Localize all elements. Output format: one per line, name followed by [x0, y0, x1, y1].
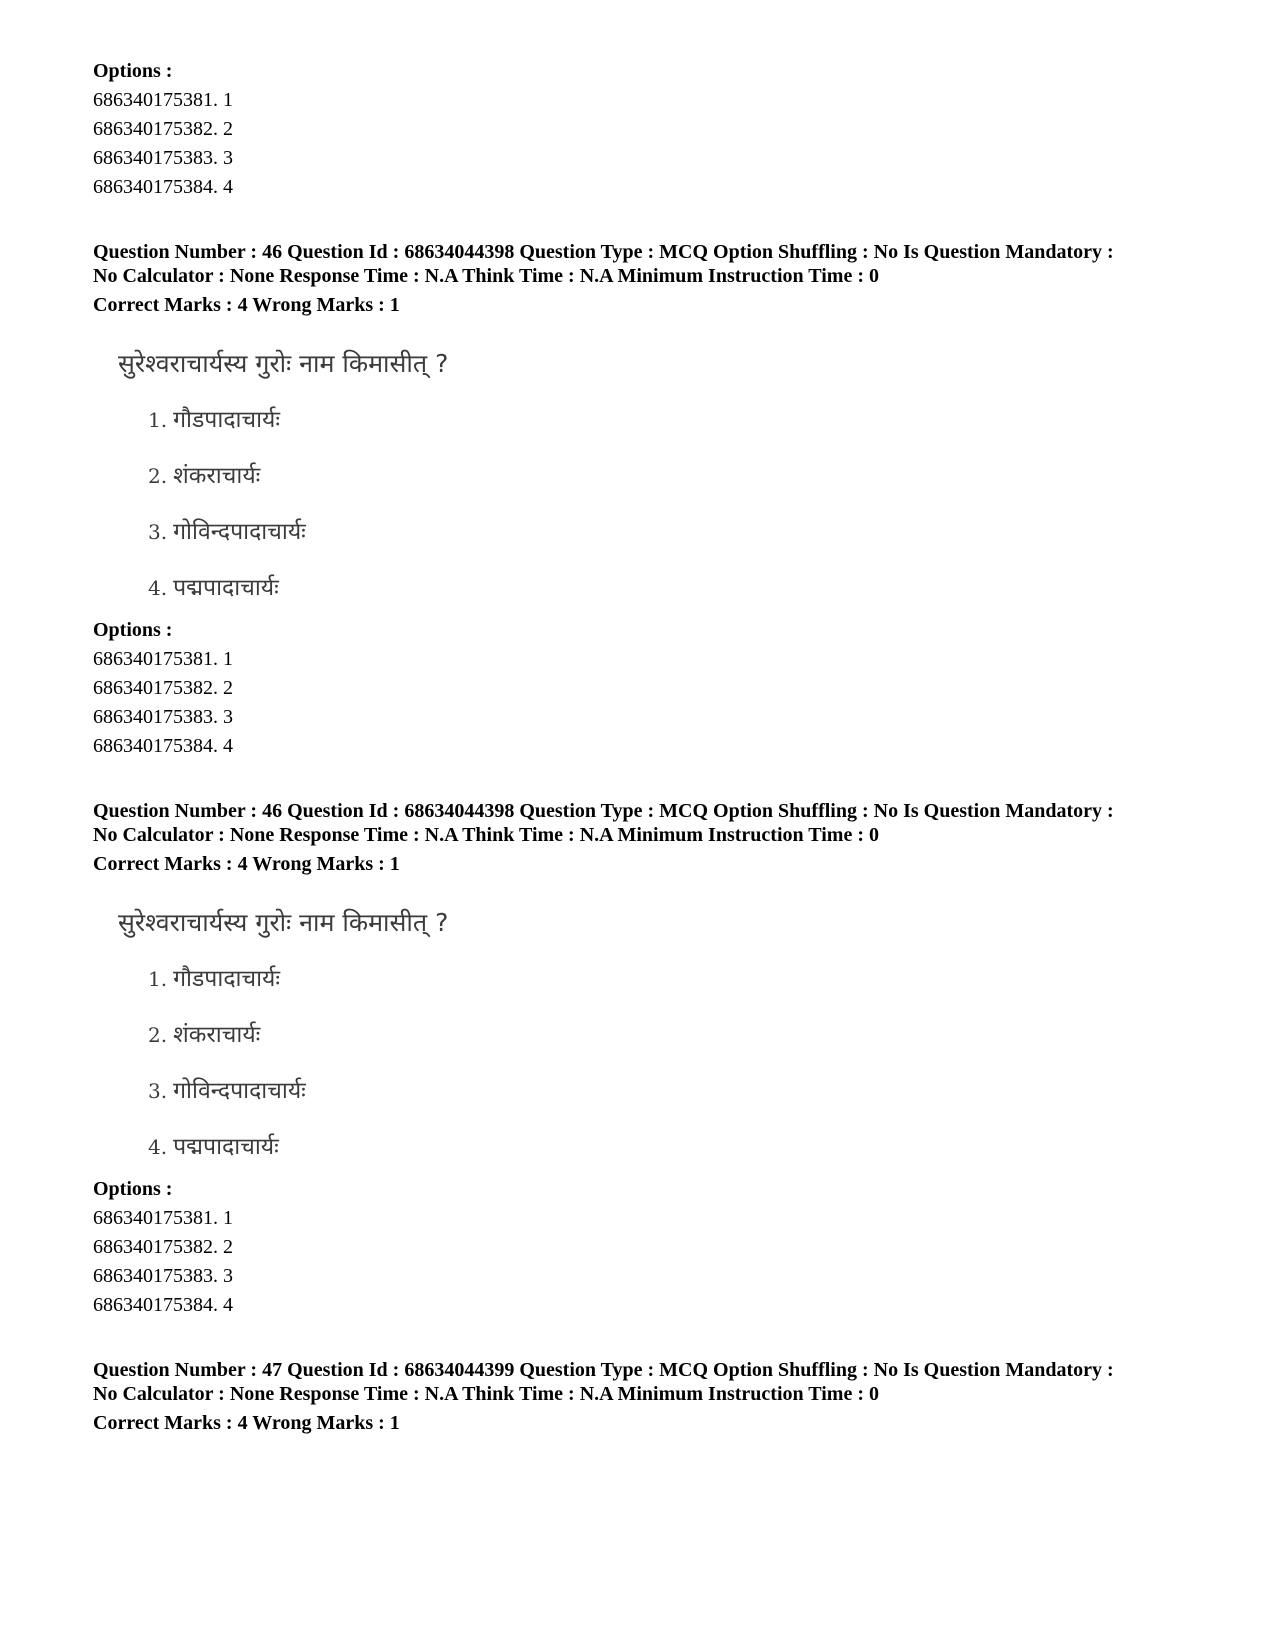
- question-header: [93, 240, 1213, 317]
- option-line: 686340175383. 3: [93, 147, 233, 169]
- options-heading: Options :: [93, 1178, 173, 1200]
- choice-item: 4. पद्मपादाचार्यः: [148, 575, 279, 601]
- option-line: 686340175383. 3: [93, 706, 233, 728]
- question-meta-line-1: Question Number : 46 Question Id : 68634044398 Question Type : MCQ Option Shuffling : No Is Question Mandatory :: [93, 241, 1114, 263]
- choice-item: 2. शंकराचार्यः: [148, 1022, 261, 1048]
- choice-item: 4. पद्मपादाचार्यः: [148, 1134, 279, 1160]
- choice-item: 1. गौडपादाचार्यः: [148, 407, 281, 433]
- question-header: [93, 799, 1213, 876]
- question-meta-line-1: Question Number : 47 Question Id : 68634044399 Question Type : MCQ Option Shuffling : No Is Question Mandatory :: [93, 1359, 1114, 1381]
- question-stem: सुरेश्वराचार्यस्य गुरोः नाम किमासीत् ?: [118, 349, 449, 378]
- options-block: [93, 1175, 1213, 1320]
- question-meta-line-2: No Calculator : None Response Time : N.A Think Time : N.A Minimum Instruction Time : 0: [93, 1383, 879, 1405]
- options-block-top: [93, 57, 1213, 202]
- options-heading: Options :: [93, 60, 173, 82]
- question-stem: सुरेश्वराचार्यस्य गुरोः नाम किमासीत् ?: [118, 908, 449, 937]
- options-heading: Options :: [93, 619, 173, 641]
- question-image: [118, 348, 638, 623]
- question-marks: Correct Marks : 4 Wrong Marks : 1: [93, 853, 400, 875]
- question-meta-line-2: No Calculator : None Response Time : N.A Think Time : N.A Minimum Instruction Time : 0: [93, 265, 879, 287]
- choice-item: 1. गौडपादाचार्यः: [148, 966, 281, 992]
- option-line: 686340175382. 2: [93, 118, 233, 140]
- choice-item: 2. शंकराचार्यः: [148, 463, 261, 489]
- options-block: [93, 616, 1213, 761]
- option-line: 686340175381. 1: [93, 1207, 233, 1229]
- question-marks: Correct Marks : 4 Wrong Marks : 1: [93, 1412, 400, 1434]
- option-line: 686340175382. 2: [93, 1236, 233, 1258]
- option-line: 686340175381. 1: [93, 89, 233, 111]
- question-meta-line-2: No Calculator : None Response Time : N.A Think Time : N.A Minimum Instruction Time : 0: [93, 824, 879, 846]
- option-line: 686340175381. 1: [93, 648, 233, 670]
- question-image: [118, 907, 638, 1182]
- question-meta-line-1: Question Number : 46 Question Id : 68634044398 Question Type : MCQ Option Shuffling : No Is Question Mandatory :: [93, 800, 1114, 822]
- option-line: 686340175384. 4: [93, 735, 233, 757]
- choice-item: 3. गोविन्दपादाचार्यः: [148, 1078, 306, 1104]
- option-line: 686340175382. 2: [93, 677, 233, 699]
- question-marks: Correct Marks : 4 Wrong Marks : 1: [93, 294, 400, 316]
- question-header: [93, 1358, 1213, 1435]
- option-line: 686340175384. 4: [93, 176, 233, 198]
- choice-item: 3. गोविन्दपादाचार्यः: [148, 519, 306, 545]
- option-line: 686340175384. 4: [93, 1294, 233, 1316]
- option-line: 686340175383. 3: [93, 1265, 233, 1287]
